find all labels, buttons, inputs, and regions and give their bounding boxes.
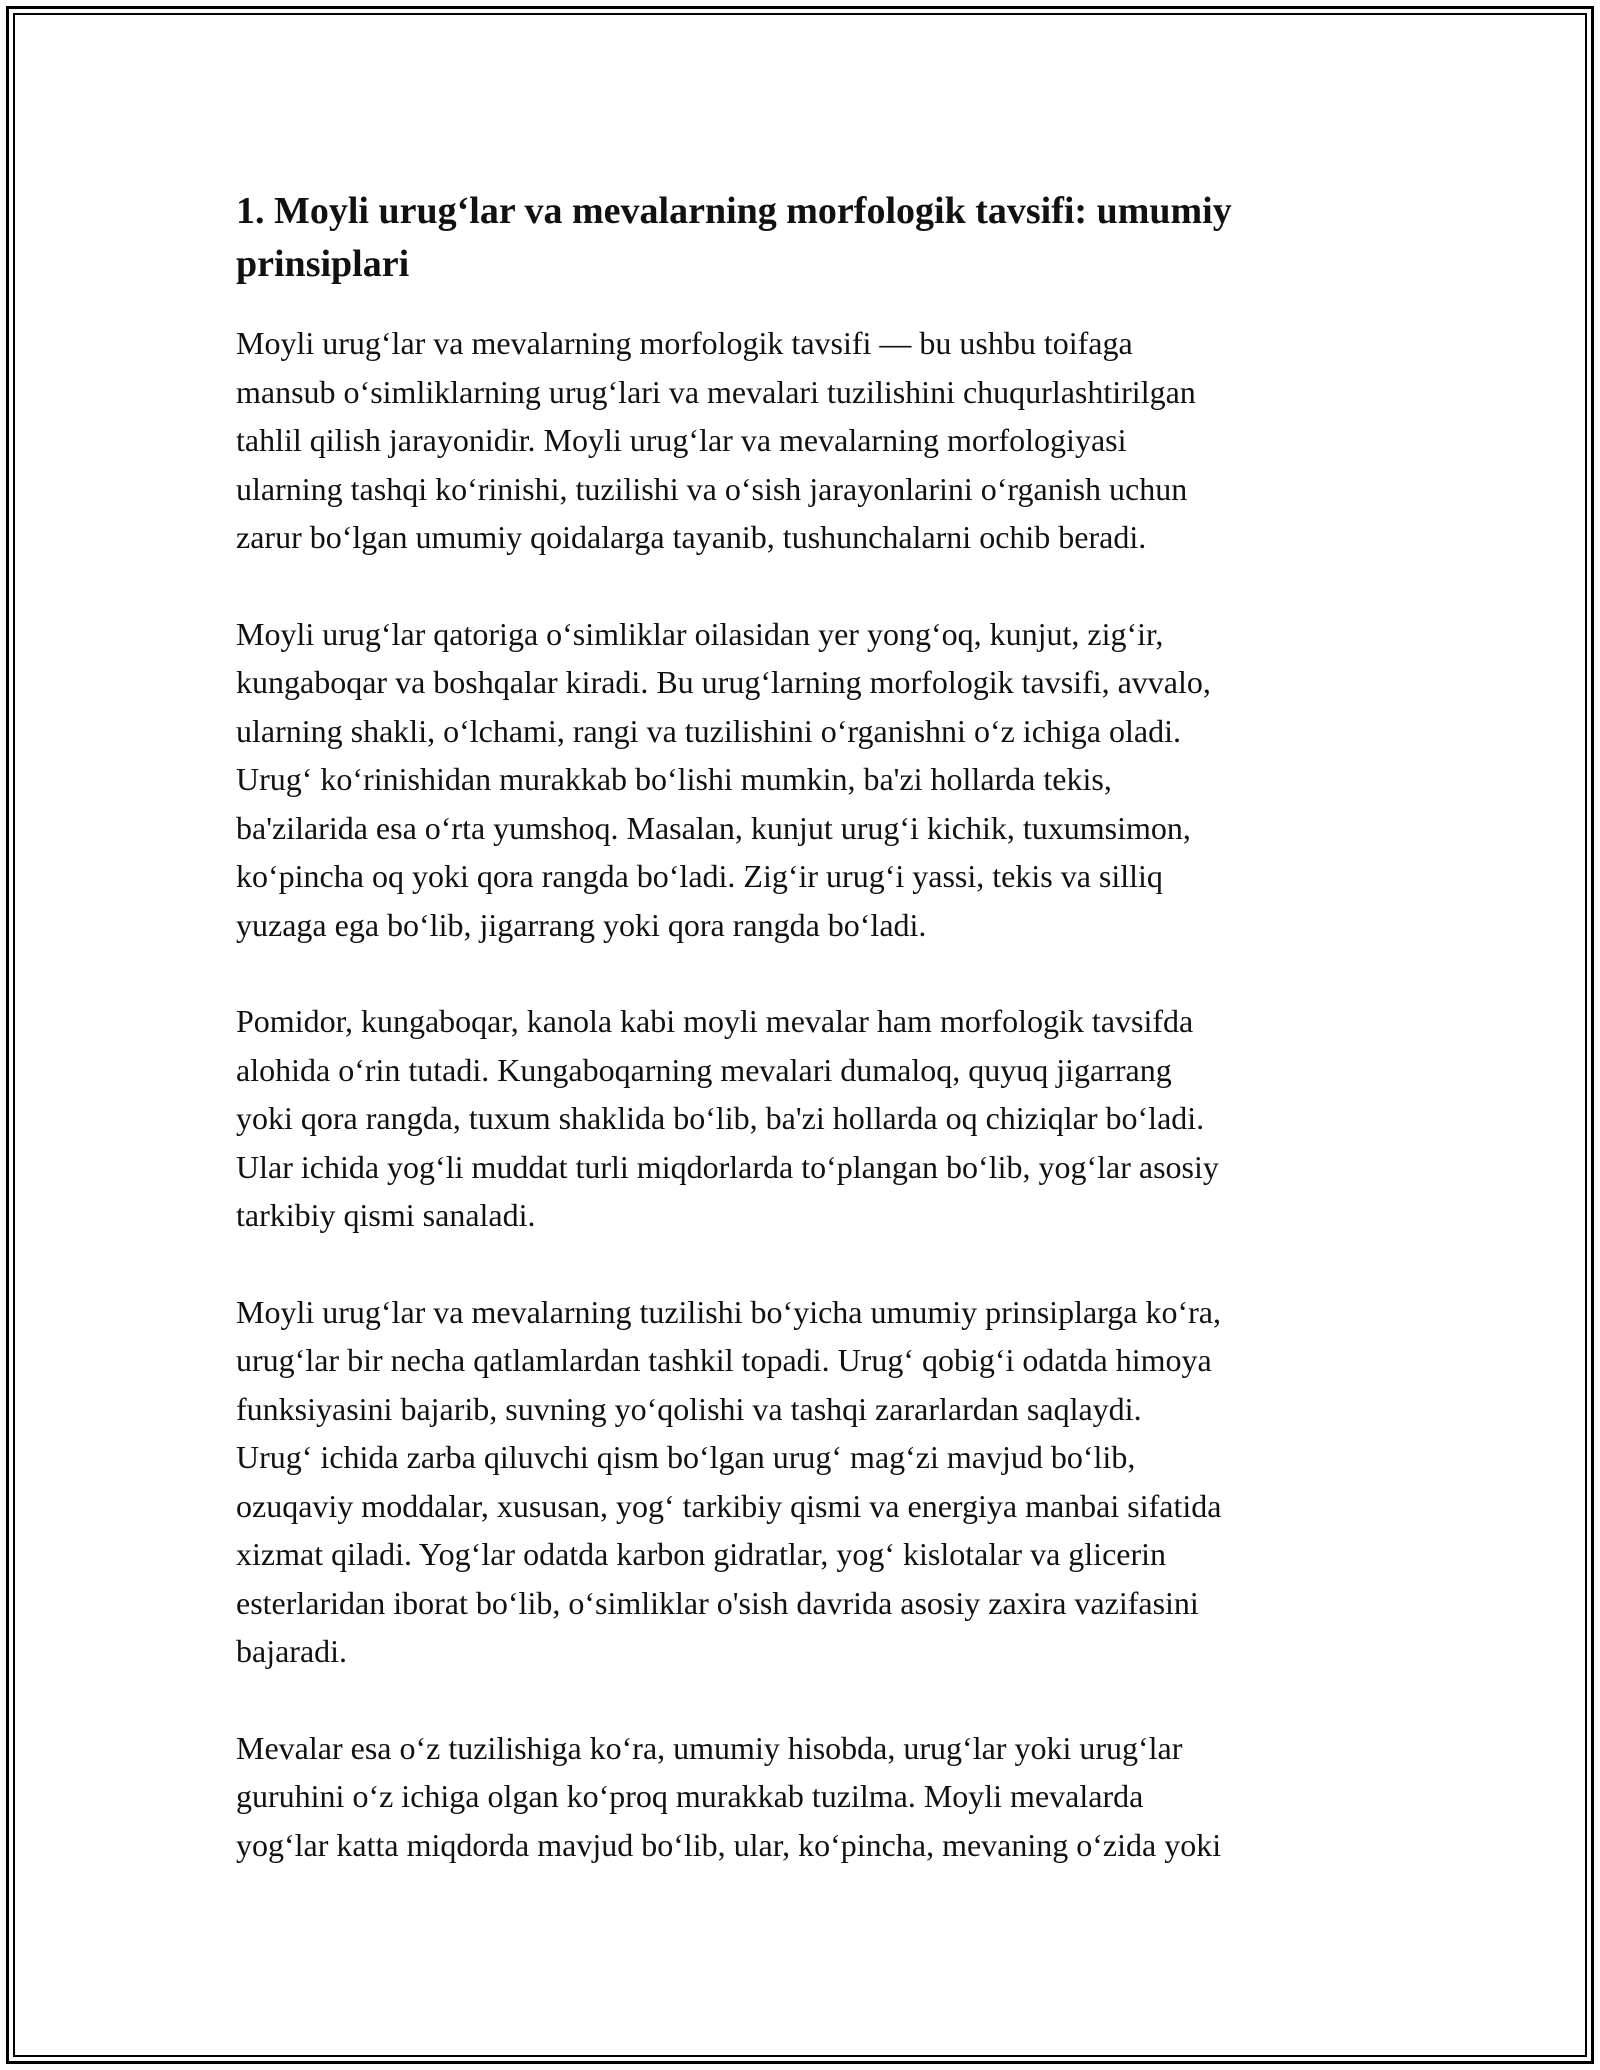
text-line: Mevalar esa o‘z tuzilishiga ko‘ra, umumiy hisobda, urug‘lar yoki urug‘lar [236, 1729, 1183, 1766]
text-line: bajaradi. [236, 1633, 348, 1669]
title-line: 1. Moyli urug‘lar va mevalarning morfologik tavsifi: umumiy [236, 190, 1232, 232]
text-line: ko‘pincha oq yoki qora rangda bo‘ladi. Zig‘ir urug‘i yassi, tekis va silliq [236, 858, 1163, 894]
text-line: tahlil qilish jarayonidir. Moyli urug‘lar va mevalarning morfologiyasi [236, 422, 1127, 458]
text-line: Ular ichida yog‘li muddat turli miqdorlarda to‘plangan bo‘lib, yog‘lar asosiy [236, 1148, 1219, 1185]
paragraph-seed-structure [236, 1288, 1366, 1676]
text-line: kungaboqar va boshqalar kiradi. Bu urug‘larning morfologik tavsifi, avvalo, [236, 664, 1211, 700]
title-line: prinsiplari [236, 243, 410, 285]
text-line: yog‘lar katta miqdorda mavjud bo‘lib, ular, ko‘pincha, mevaning o‘zida yoki [236, 1826, 1222, 1863]
text-line: esterlaridan iborat bo‘lib, o‘simliklar o'sish davrida asosiy zaxira vazifasini [236, 1584, 1199, 1621]
text-line: Urug‘ ko‘rinishidan murakkab bo‘lishi mumkin, ba'zi hollarda tekis, [236, 761, 1112, 797]
text-line: Pomidor, kungaboqar, kanola kabi moyli mevalar ham morfologik tavsifda [236, 1003, 1194, 1039]
text-line: Moyli urug‘lar va mevalarning tuzilishi bo‘yicha umumiy prinsiplarga ko‘ra, [236, 1293, 1221, 1330]
document-body [236, 185, 1366, 1917]
text-line: ularning tashqi ko‘rinishi, tuzilishi va o‘sish jarayonlarini o‘rganish uchun [236, 470, 1188, 507]
paragraph-fruit-structure [236, 1724, 1366, 1870]
text-line: yuzaga ega bo‘lib, jigarrang yoki qora rangda bo‘ladi. [236, 906, 927, 943]
paragraph-intro [236, 319, 1366, 562]
text-line: Moyli urug‘lar va mevalarning morfologik tavsifi — bu ushbu toifaga [236, 325, 1133, 361]
text-line: urug‘lar bir necha qatlamlardan tashkil topadi. Urug‘ qobig‘i odatda himoya [236, 1342, 1212, 1378]
text-line: yoki qora rangda, tuxum shaklida bo‘lib, ba'zi hollarda oq chiziqlar bo‘ladi. [236, 1100, 1205, 1136]
text-line: tarkibiy qismi sanaladi. [236, 1197, 536, 1233]
text-line: mansub o‘simliklarning urug‘lari va mevalari tuzilishini chuqurlashtirilgan [236, 373, 1196, 410]
text-line: guruhini o‘z ichiga olgan ko‘proq murakkab tuzilma. Moyli mevalarda [236, 1778, 1144, 1814]
text-line: alohida o‘rin tutadi. Kungaboqarning mevalari dumaloq, quyuq jigarrang [236, 1051, 1172, 1088]
paragraph-oil-seeds [236, 610, 1366, 950]
text-line: Moyli urug‘lar qatoriga o‘simliklar oilasidan yer yong‘oq, kunjut, zig‘ir, [236, 615, 1164, 652]
text-line: xizmat qiladi. Yog‘lar odatda karbon gidratlar, yog‘ kislotalar va glicerin [236, 1536, 1167, 1572]
paragraph-oil-fruits [236, 997, 1366, 1240]
text-line: ozuqaviy moddalar, xususan, yog‘ tarkibiy qismi va energiya manbai sifatida [236, 1487, 1222, 1524]
section-title [236, 185, 1366, 291]
text-line: ba'zilarida esa o‘rta yumshoq. Masalan, kunjut urug‘i kichik, tuxumsimon, [236, 809, 1191, 846]
text-line: zarur bo‘lgan umumiy qoidalarga tayanib, tushunchalarni ochib beradi. [236, 519, 1147, 555]
text-line: funksiyasini bajarib, suvning yo‘qolishi va tashqi zararlardan saqlaydi. [236, 1390, 1142, 1427]
text-line: Urug‘ ichida zarba qiluvchi qism bo‘lgan urug‘ mag‘zi mavjud bo‘lib, [236, 1439, 1136, 1475]
text-line: ularning shakli, o‘lchami, rangi va tuzilishini o‘rganishni o‘z ichiga oladi. [236, 712, 1181, 749]
